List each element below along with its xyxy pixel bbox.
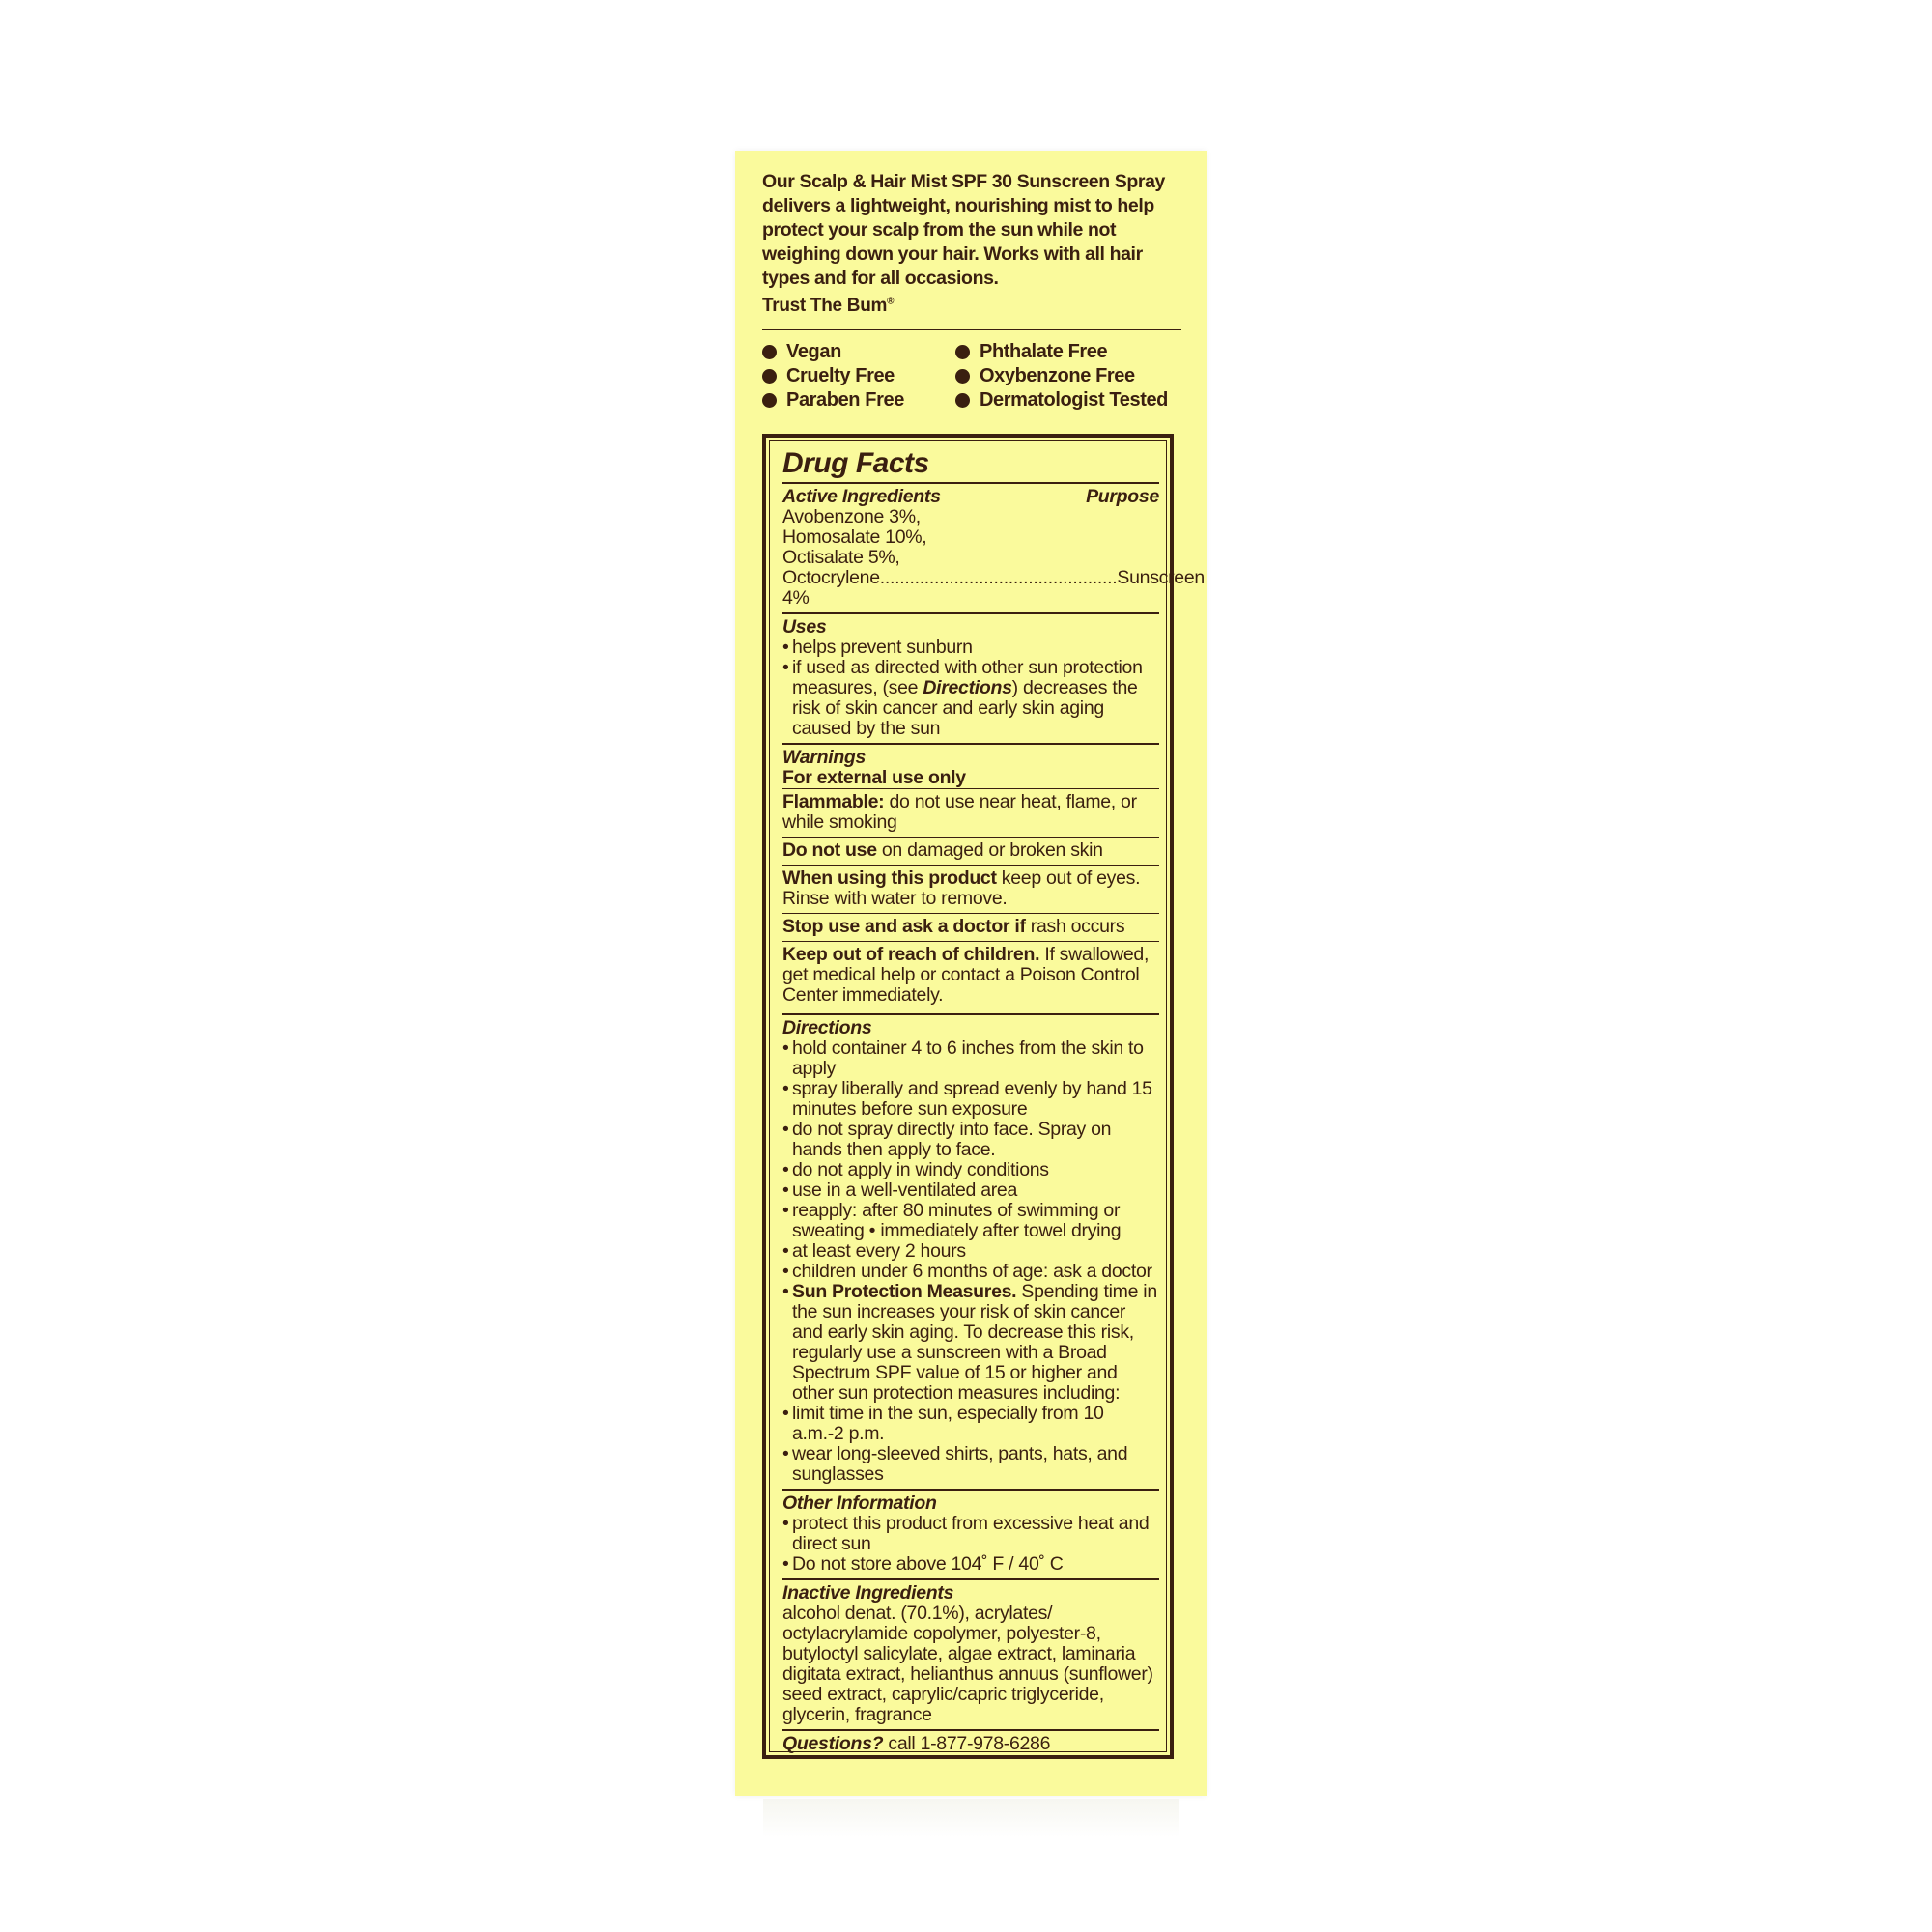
sun-protection-measures: • Sun Protection Measures. Spending time in the sun increases your risk of skin cancer and early skin aging. To decrease this risk, regularly use a sunscreen with a Broad Spectrum SPF value of 15 or higher and other sun protection measures including: bbox=[782, 1282, 1159, 1404]
inactive-ingredients-text: alcohol denat. (70.1%), acrylates/ octylacrylamide copolymer, polyester-8, butyloctyl salicylate, algae extract, laminaria digitata extract, helianthus annuus (sunflower) seed extract, caprylic/capric triglyceride, glycerin, fragrance bbox=[782, 1603, 1153, 1725]
directions-item: • children under 6 months of age: ask a doctor bbox=[782, 1262, 1159, 1282]
product-description: Our Scalp & Hair Mist SPF 30 Sunscreen Spray delivers a lightweight, nourishing mist to help protect your scalp from the sun while not weighing down your hair. Works with all hair types and for all occasions. bbox=[762, 171, 1165, 289]
directions-item: • spray liberally and spread evenly by hand 15 minutes before sun exposure bbox=[782, 1079, 1159, 1120]
bullet-dot-icon bbox=[762, 369, 777, 384]
drug-facts-inner bbox=[769, 440, 1205, 1754]
dot-leader: ................................................ bbox=[879, 567, 1118, 588]
directions-section bbox=[782, 1013, 1159, 1489]
other-information-item: • protect this product from excessive heat and direct sun bbox=[782, 1514, 1159, 1554]
directions-item: • hold container 4 to 6 inches from the skin to apply bbox=[782, 1038, 1159, 1079]
ingredient-purpose-row bbox=[782, 567, 1205, 609]
warnings-section bbox=[782, 743, 1159, 1013]
tagline-text: Trust The Bum bbox=[762, 296, 888, 316]
claim-item: Paraben Free bbox=[762, 388, 955, 412]
other-information-heading: Other Information bbox=[782, 1492, 937, 1514]
bullet-dot-icon bbox=[955, 345, 970, 359]
warning-keep-out-of-reach: Keep out of reach of children. If swallowed, get medical help or contact a Poison Control Center immediately. bbox=[782, 941, 1159, 1009]
registered-mark: ® bbox=[887, 296, 895, 307]
warning-when-using: When using this product keep out of eyes. Rinse with water to remove. bbox=[782, 865, 1159, 913]
uses-heading: Uses bbox=[782, 616, 827, 638]
questions-section bbox=[782, 1729, 1159, 1758]
directions-item: • use in a well-ventilated area bbox=[782, 1180, 1159, 1201]
uses-section bbox=[782, 612, 1159, 743]
drug-facts-title: Drug Facts bbox=[782, 447, 929, 479]
uses-item: • if used as directed with other sun protection measures, (see Directions) decreases the risk of skin cancer and early skin aging caused by the sun bbox=[782, 658, 1159, 739]
warning-do-not-use: Do not use on damaged or broken skin bbox=[782, 837, 1159, 865]
other-information-section bbox=[782, 1489, 1159, 1578]
divider-rule bbox=[762, 329, 1181, 330]
claim-item: Oxybenzone Free bbox=[955, 364, 1187, 388]
ingredient-line: Homosalate 10%, bbox=[782, 526, 927, 548]
warning-stop-use: Stop use and ask a doctor if rash occurs bbox=[782, 913, 1159, 941]
claim-item: Vegan bbox=[762, 340, 955, 364]
warnings-heading: Warnings bbox=[782, 747, 867, 768]
bullet-dot-icon bbox=[762, 393, 777, 408]
bullet-dot-icon bbox=[955, 369, 970, 384]
directions-item: • limit time in the sun, especially from 10 a.m.-2 p.m. bbox=[782, 1404, 1159, 1444]
active-ingredients-heading: Active Ingredients bbox=[782, 486, 941, 507]
claim-item: Phthalate Free bbox=[955, 340, 1187, 364]
ingredient-line: Octocrylene 4% bbox=[782, 567, 880, 609]
ingredient-line: Octisalate 5%, bbox=[782, 547, 900, 568]
directions-reference: Directions bbox=[923, 677, 1012, 698]
tagline bbox=[762, 296, 894, 317]
purpose-value: Sunscreen bbox=[1117, 567, 1205, 588]
directions-item: • reapply: after 80 minutes of swimming or sweating • immediately after towel drying bbox=[782, 1201, 1159, 1241]
directions-item: • wear long-sleeved shirts, pants, hats, and sunglasses bbox=[782, 1444, 1159, 1485]
questions-label: Questions? bbox=[782, 1733, 884, 1754]
active-heading-row bbox=[782, 487, 1159, 507]
other-information-item: • Do not store above 104˚ F / 40˚ C bbox=[782, 1554, 1159, 1575]
directions-item: • do not spray directly into face. Spray on hands then apply to face. bbox=[782, 1120, 1159, 1160]
directions-heading: Directions bbox=[782, 1017, 872, 1038]
inactive-ingredients-heading: Inactive Ingredients bbox=[782, 1582, 954, 1604]
claim-item: Dermatologist Tested bbox=[955, 388, 1187, 412]
claim-item: Cruelty Free bbox=[762, 364, 955, 388]
active-ingredients-section bbox=[782, 482, 1205, 612]
ingredient-line: Avobenzone 3%, bbox=[782, 506, 921, 527]
bullet-dot-icon bbox=[762, 345, 777, 359]
purpose-heading: Purpose bbox=[1086, 486, 1159, 507]
box-reflection bbox=[763, 1799, 1179, 1837]
external-use-only: For external use only bbox=[782, 767, 966, 788]
questions-phone: call 1-877-978-6286 bbox=[888, 1733, 1051, 1754]
warning-flammable: Flammable: do not use near heat, flame, or while smoking bbox=[782, 788, 1159, 837]
directions-item: • do not apply in windy conditions bbox=[782, 1160, 1159, 1180]
drug-facts-panel bbox=[762, 434, 1205, 1759]
directions-item: • at least every 2 hours bbox=[782, 1241, 1159, 1262]
bullet-dot-icon bbox=[955, 393, 970, 408]
inactive-ingredients-section bbox=[782, 1578, 1159, 1729]
product-claims bbox=[762, 340, 1187, 412]
uses-item: • helps prevent sunburn bbox=[782, 638, 1159, 658]
